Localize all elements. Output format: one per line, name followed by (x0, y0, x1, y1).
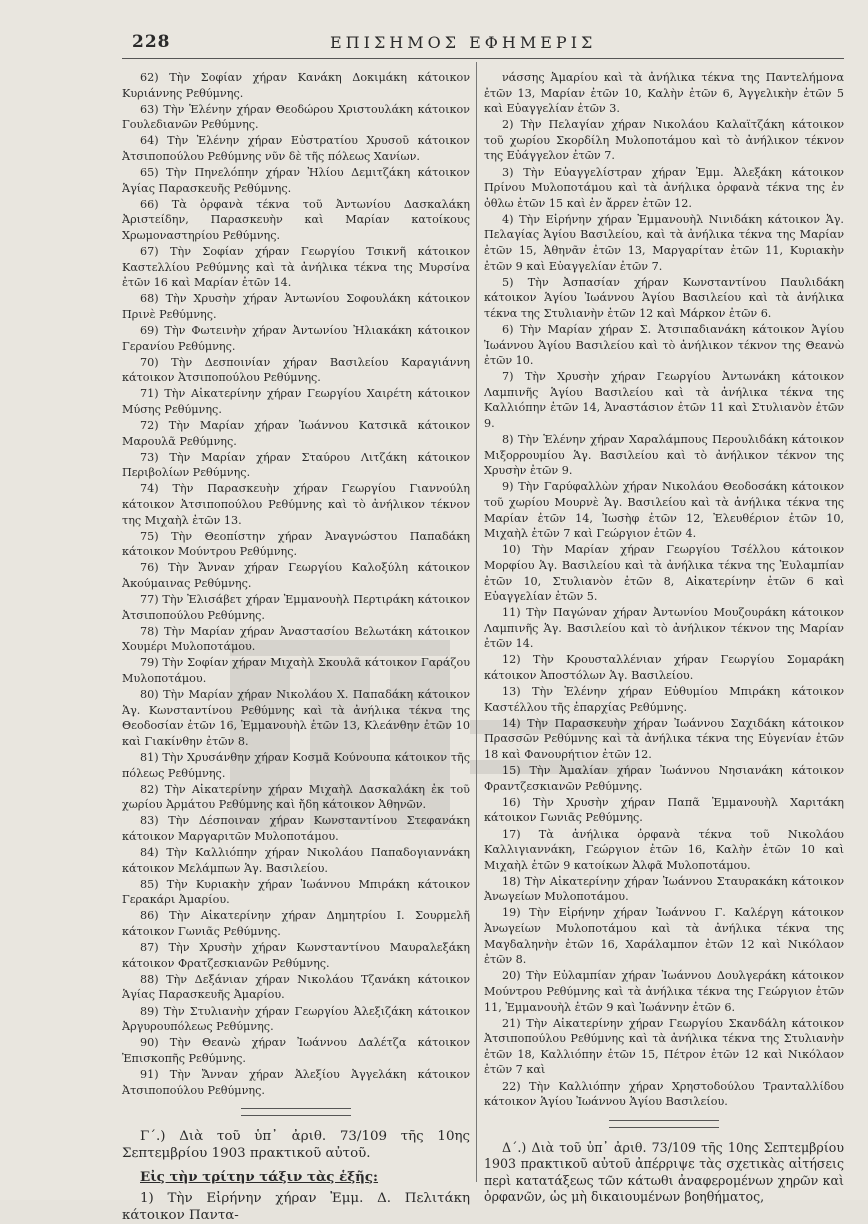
list-entry: 16) Τὴν Χρυσὴν χήραν Παπᾶ Ἐμμανουὴλ Χαριτάκη κάτοικον Γωνιᾶς Ρεθύμνης. (484, 795, 844, 825)
list-entry: 22) Τὴν Καλλιόπην χήραν Χρηστοδούλου Τρανταλλίδου κάτοικον Ἁγίου Ἰωάννου Ἁγίου Βασιλείου. (484, 1079, 844, 1109)
list-entry: 6) Τὴν Μαρίαν χήραν Σ. Ἀτσιπαδιανάκη κάτοικον Ἁγίου Ἰωάννου Ἁγίου Βασιλείου καὶ τὸ ἀνήλικον τέκνον της Θεανὼ ἐτῶν 10. (484, 323, 844, 368)
list-entry: 85) Τὴν Κυριακὴν χήραν Ἰωάννου Μπιράκη κάτοικον Γερακάρι Ἀμαρίου. (122, 877, 470, 907)
right-entries-list (484, 70, 844, 1110)
section-gamma-subheading: Εἰς τὴν τρίτην τάξιν τὰς ἑξῆς: (140, 1169, 379, 1186)
list-entry: 87) Τὴν Χρυσὴν χήραν Κωνσταντίνου Μαυραλεξάκη κάτοικον Φρατζεσκιανῶν Ρεθύμνης. (122, 941, 470, 970)
list-entry: 17) Τὰ ἀνήλικα ὀρφανὰ τέκνα τοῦ Νικολάου Καλλιγιαννάκη, Γεώργιον ἐτῶν 16, Καλὴν ἐτῶν 10 καὶ Μιχαὴλ ἐτῶν 9 κατοίκων Ἀλφᾶ Μυλοποτάμου. (484, 827, 844, 872)
list-entry: 69) Τὴν Φωτεινὴν χήραν Ἀντωνίου Ἠλιακάκη κάτοικον Γερανίου Ρεθύμνης. (122, 324, 470, 353)
list-entry: 68) Τὴν Χρυσὴν χήραν Ἀντωνίου Σοφουλάκη κάτοικον Πρινὲ Ρεθύμνης. (122, 292, 470, 321)
list-entry: 10) Τὴν Μαρίαν χήραν Γεωργίου Τσέλλου κάτοικον Μορφίου Ἁγ. Βασιλείου καὶ τὰ ἀνήλικα τέκνα της Ἐυλαμπίαν ἐτῶν 10, Στυλιανὸν ἐτῶν 8, Αἰκατερίνην ἐτῶν 6 καὶ Εὐαγγελίαν ἐτῶν 5. (484, 543, 844, 604)
list-entry: 74) Τὴν Παρασκευὴν χήραν Γεωργίου Γιαννούλη κάτοικον Ἀτσιποπούλου Ρεθύμνης καὶ τὸ ἀνήλικον τέκνον της Μιχαὴλ ἐτῶν 13. (122, 482, 470, 527)
list-entry: 75) Τὴν Θεοπίστην χήραν Ἀναγνώστου Παπαδάκη κάτοικον Μούντρου Ρεθύμνης. (122, 529, 470, 559)
list-entry: 7) Τὴν Χρυσὴν χήραν Γεωργίου Ἀντωνάκη κάτοικον Λαμπινῆς Ἁγίου Βασιλείου καὶ τὰ ἀνήλικα τέκνα της Καλλιόπην ἐτῶν 14, Ἀναστάσιον ἐτῶν 11 καὶ Στυλιανὸν ἐτῶν 9. (484, 370, 844, 431)
list-entry: νάσσης Ἀμαρίου καὶ τὰ ἀνήλικα τέκνα της Παντελήμονα ἐτῶν 13, Μαρίαν ἐτῶν 10, Καλὴν ἐτῶν 6, Ἀγγελικὴν ἐτῶν 5 καὶ Εὐαγγελίαν ἐτῶν 3. (484, 71, 844, 116)
list-entry: 84) Τὴν Καλλιόπην χήραν Νικολάου Παπαδογιαννάκη κάτοικον Μελάμπων Ἁγ. Βασιλείου. (122, 846, 470, 875)
list-entry: 63) Τὴν Ἑλένην χήραν Θεοδώρου Χριστουλάκη κάτοικον Γουλεδιανῶν Ρεθύμνης. (122, 102, 470, 132)
list-entry: 77) Τὴν Ἐλισάβετ χήραν Ἐμμανουὴλ Περτιράκη κάτοικον Ἀτσιποπούλου Ρεθύμνης. (122, 593, 470, 622)
list-entry: 76) Τὴν Ἄνναν χήραν Γεωργίου Καλοξύλη κάτοικον Ἀκούμαινας Ρεθύμνης. (122, 561, 470, 590)
list-entry: 5) Τὴν Ἀσπασίαν χήραν Κωνσταντίνου Παυλιδάκη κάτοικον Ἁγίου Ἰωάννου Ἁγίου Βασιλείου καὶ τὰ ἀνήλικα τέκνα της Στυλιανὴν ἐτῶν 12 καὶ Μάρκον ἐτῶν 6. (484, 275, 844, 320)
section-gamma-first-entry: 1) Τὴν Εἰρήνην χήραν Ἐμμ. Δ. Πελιτάκη κάτοικον Παντα- (122, 1191, 470, 1224)
header-divider (122, 58, 844, 59)
list-entry: 64) Τὴν Ἑλένην χήραν Εὐστρατίου Χρυσοῦ κάτοικον Ἀτσιποπούλου Ρεθύμνης νῦν δὲ τῆς πόλεως Χανίων. (122, 134, 470, 163)
list-entry: 79) Τὴν Σοφίαν χήραν Μιχαὴλ Σκουλᾶ κάτοικον Γαράζου Μυλοποτάμου. (122, 656, 470, 686)
section-separator (241, 1108, 351, 1116)
list-entry: 20) Τὴν Εὐλαμπίαν χήραν Ἰωάννου Δουλγεράκη κάτοικον Μούντρου Ρεθύμνης καὶ τὰ ἀνήλικα τέκνα της Γεώργιον ἐτῶν 11, Ἐμμανουὴλ ἐτῶν 9 καὶ Ἰωάννην ἐτῶν 6. (484, 969, 844, 1014)
list-entry: 2) Τὴν Πελαγίαν χήραν Νικολάου Καλαϊτζάκη κάτοικον τοῦ χωρίου Σκορδίλη Μυλοποτάμου καὶ τὸ ἀνήλικον τέκνον της Εὐάγγελον ἐτῶν 7. (484, 118, 844, 163)
column-divider (476, 62, 477, 1182)
list-entry: 67) Τὴν Σοφίαν χήραν Γεωργίου Τσικνῆ κάτοικον Καστελλίου Ρεθύμνης καὶ τὰ ἀνήλικα τέκνα της Μυρσίνα ἐτῶν 16 καὶ Μαρίαν ἐτῶν 14. (122, 245, 470, 290)
list-entry: 8) Τὴν Ἑλένην χήραν Χαραλάμπους Περουλιδάκη κάτοικον Μιξορρουμίου Ἁγ. Βασιλείου καὶ τὸ ἀνήλικον τέκνον της Χρυσὴν ἐτῶν 9. (484, 433, 844, 478)
list-entry: 9) Τὴν Γαρύφαλλὼν χήραν Νικολάου Θεοδοσάκη κάτοικον τοῦ χωρίου Μουρνὲ Ἁγ. Βασιλείου καὶ τὰ ἀνήλικα τέκνα της Μαρίαν ἐτῶν 14, Ἰωσὴφ ἐτῶν 12, Ἐλευθέριον ἐτῶν 10, Μιχαὴλ ἐτῶν 7 καὶ Γεώργιον ἐτῶν 4. (484, 480, 844, 541)
list-entry: 21) Τὴν Αἰκατερίνην χήραν Γεωργίου Σκανδάλη κάτοικον Ἀτσιποπούλου Ρεθύμνης καὶ τὰ ἀνήλικα τέκνα της Στυλιανὴν ἐτῶν 18, Καλλιόπην ἐτῶν 15, Πέτρον ἐτῶν 12 καὶ Νικόλαον ἐτῶν 7 καὶ (484, 1016, 844, 1077)
journal-title: ΕΠΙΣΗΜΟΣ ΕΦΗΜΕΡΙΣ (330, 33, 597, 52)
list-entry: 80) Τὴν Μαρίαν χήραν Νικολάου Χ. Παπαδάκη κάτοικον Ἁγ. Κωνσταντίνου Ρεθύμνης καὶ τὰ ἀνήλικα τέκνα της Θεοδοσίαν ἐτῶν 16, Ἐμμανουὴλ ἐτῶν 13, Κλεάνθην ἐτῶν 10 καὶ Γιακίνθην ἐτῶν 8. (122, 688, 470, 748)
list-entry: 62) Τὴν Σοφίαν χήραν Κανάκη Δοκιμάκη κάτοικον Κυριάννης Ρεθύμνης. (122, 71, 470, 100)
section-gamma-heading: Γ΄.) Διὰ τοῦ ὑπ᾽ ἀριθ. 73/109 τῆς 10ης Σεπτεμβρίου 1903 πρακτικοῦ αὐτοῦ. (122, 1129, 470, 1162)
list-entry: 88) Τὴν Δεξάνιαν χήραν Νικολάου Τζανάκη κάτοικον Ἁγίας Παρασκευῆς Ἀμαρίου. (122, 972, 470, 1002)
list-entry: 66) Τὰ ὀρφανὰ τέκνα τοῦ Ἀντωνίου Δασκαλάκη Ἀριστείδην, Παρασκευὴν καὶ Μαρίαν κατοίκους Χρωμοναστηρίου Ρεθύμνης. (122, 197, 470, 242)
list-entry: 72) Τὴν Μαρίαν χήραν Ἰωάννου Κατσικᾶ κάτοικον Μαρουλᾶ Ρεθύμνης. (122, 419, 470, 448)
page-header (0, 30, 868, 60)
list-entry: 86) Τὴν Αἰκατερίνην χήραν Δημητρίου Ι. Σουρμελῆ κάτοικον Γωνιᾶς Ρεθύμνης. (122, 909, 470, 939)
list-entry: 4) Τὴν Εἰρήνην χήραν Ἐμμανουὴλ Νινιδάκη κάτοικον Ἁγ. Πελαγίας Ἁγίου Βασιλείου, καὶ τὰ ἀνήλικα τέκνα της Μαρίαν ἐτῶν 15, Ἀθηνᾶν ἐτῶν 13, Μαργαρίταν ἐτῶν 11, Κυριακὴν ἐτῶν 9 καὶ Εὐαγγελίαν ἐτῶν 7. (484, 212, 844, 273)
list-entry: 70) Τὴν Δεσποινίαν χήραν Βασιλείου Καραγιάννη κάτοικον Ἀτσιποπούλου Ρεθύμνης. (122, 355, 470, 385)
list-entry: 71) Τὴν Αἰκατερίνην χήραν Γεωργίου Χαιρέτη κάτοικον Μύσης Ρεθύμνης. (122, 387, 470, 416)
list-entry: 89) Τὴν Στυλιανὴν χήραν Γεωργίου Ἀλεξιζάκη κάτοικον Ἀργυρουπόλεως Ρεθύμνης. (122, 1004, 470, 1034)
list-entry: 73) Τὴν Μαρίαν χήραν Σταύρου Λιτζάκη κάτοικον Περιβολίων Ρεθύμνης. (122, 450, 470, 480)
left-entries-list (122, 70, 470, 1098)
list-entry: 81) Τὴν Χρυσάνθην χήραν Κοσμᾶ Κούνουπα κάτοικον τῆς πόλεως Ρεθύμνης. (122, 751, 470, 780)
right-column (484, 70, 844, 1206)
list-entry: 91) Τὴν Ἄνναν χήραν Ἀλεξίου Ἀγγελάκη κάτοικον Ἀτσιποπούλου Ρεθύμνης. (122, 1067, 470, 1097)
list-entry: 83) Τὴν Δέσποιναν χήραν Κωνσταντίνου Στεφανάκη κάτοικον Μαργαριτῶν Μυλοποτάμου. (122, 814, 470, 843)
left-column (122, 70, 470, 1224)
list-entry: 18) Τὴν Αἰκατερίνην χήραν Ἰωάννου Σταυρακάκη κάτοικον Ἀνωγείων Μυλοποτάμου. (484, 874, 844, 904)
section-delta-paragraph: Δ΄.) Διὰ τοῦ ὑπ᾽ ἀριθ. 73/109 τῆς 10ης Σεπτεμβρίου 1903 πρακτικοῦ αὐτοῦ ἀπέρριψε τὰς σχετικὰς αἰτήσεις περὶ κατατάξεως τῶν κάτωθι ἀναφερομένων χηρῶν καὶ ὀρφανῶν, ὡς μὴ δικαιουμένων βοηθήματος, (484, 1139, 844, 1205)
list-entry: 90) Τὴν Θεανὼ χήραν Ἰωάννου Δαλέτζα κάτοικον Ἐπισκοπῆς Ρεθύμνης. (122, 1036, 470, 1065)
list-entry: 14) Τὴν Παρασκευὴν χήραν Ἰωάννου Σαχιδάκη κάτοικον Πρασσῶν Ρεθύμνης καὶ τὰ ἀνήλικα τέκνα της Εὐγενίαν ἐτῶν 18 καὶ Φανουρήτιον ἐτῶν 12. (484, 716, 844, 762)
list-entry: 82) Τὴν Αἰκατερίνην χήραν Μιχαὴλ Δασκαλάκη ἐκ τοῦ χωρίου Ἀρμάτου Ρεθύμνης καὶ ἤδη κάτοικον Ἀθηνῶν. (122, 782, 470, 812)
list-entry: 65) Τὴν Πηνελόπην χήραν Ἠλίου Δεμιτζάκη κάτοικον Ἁγίας Παρασκευῆς Ρεθύμνης. (122, 166, 470, 195)
list-entry: 11) Τὴν Παγώναν χήραν Ἀντωνίου Μουζουράκη κάτοικον Λαμπινῆς Ἁγ. Βασιλείου καὶ τὸ ἀνήλικον τέκνον της Μαρίαν ἐτῶν 14. (484, 606, 844, 651)
list-entry: 3) Τὴν Εὐαγγελίστραν χήραν Ἐμμ. Ἀλεξάκη κάτοικον Πρίνου Μυλοποτάμου καὶ τὰ ἀνήλικα ὀρφανὰ τέκνα της ἐν ὀθλω ἐτῶν 15 καὶ ἐν ἄρρεν ἐτῶν 12. (484, 165, 844, 210)
list-entry: 13) Τὴν Ἑλένην χήραν Εὐθυμίου Μπιράκη κάτοικον Καστέλλου τῆς ἐπαρχίας Ρεθύμνης. (484, 685, 844, 714)
page-number: 228 (132, 32, 171, 52)
list-entry: 78) Τὴν Μαρίαν χήραν Ἀναστασίου Βελωτάκη κάτοικον Χουμέρι Μυλοποτάμου. (122, 624, 470, 654)
section-separator-right (609, 1120, 719, 1128)
list-entry: 19) Τὴν Εἰρήνην χήραν Ἰωάννου Γ. Καλέργη κάτοικον Ἀνωγείων Μυλοποτάμου καὶ τὰ ἀνήλικα τέκνα της Μαγδαληνὴν ἐτῶν 16, Χαράλαμπον ἐτῶν 12 καὶ Νικόλαον ἐτῶν 8. (484, 906, 844, 967)
list-entry: 12) Τὴν Κρουσταλλένιαν χήραν Γεωργίου Σομαράκη κάτοικον Ἀποστόλων Ἁγ. Βασιλείου. (484, 653, 844, 683)
list-entry: 15) Τὴν Ἀμαλίαν χήραν Ἰωάννου Νησιανάκη κάτοικον Φραντζεσκιανῶν Ρεθύμνης. (484, 764, 844, 793)
